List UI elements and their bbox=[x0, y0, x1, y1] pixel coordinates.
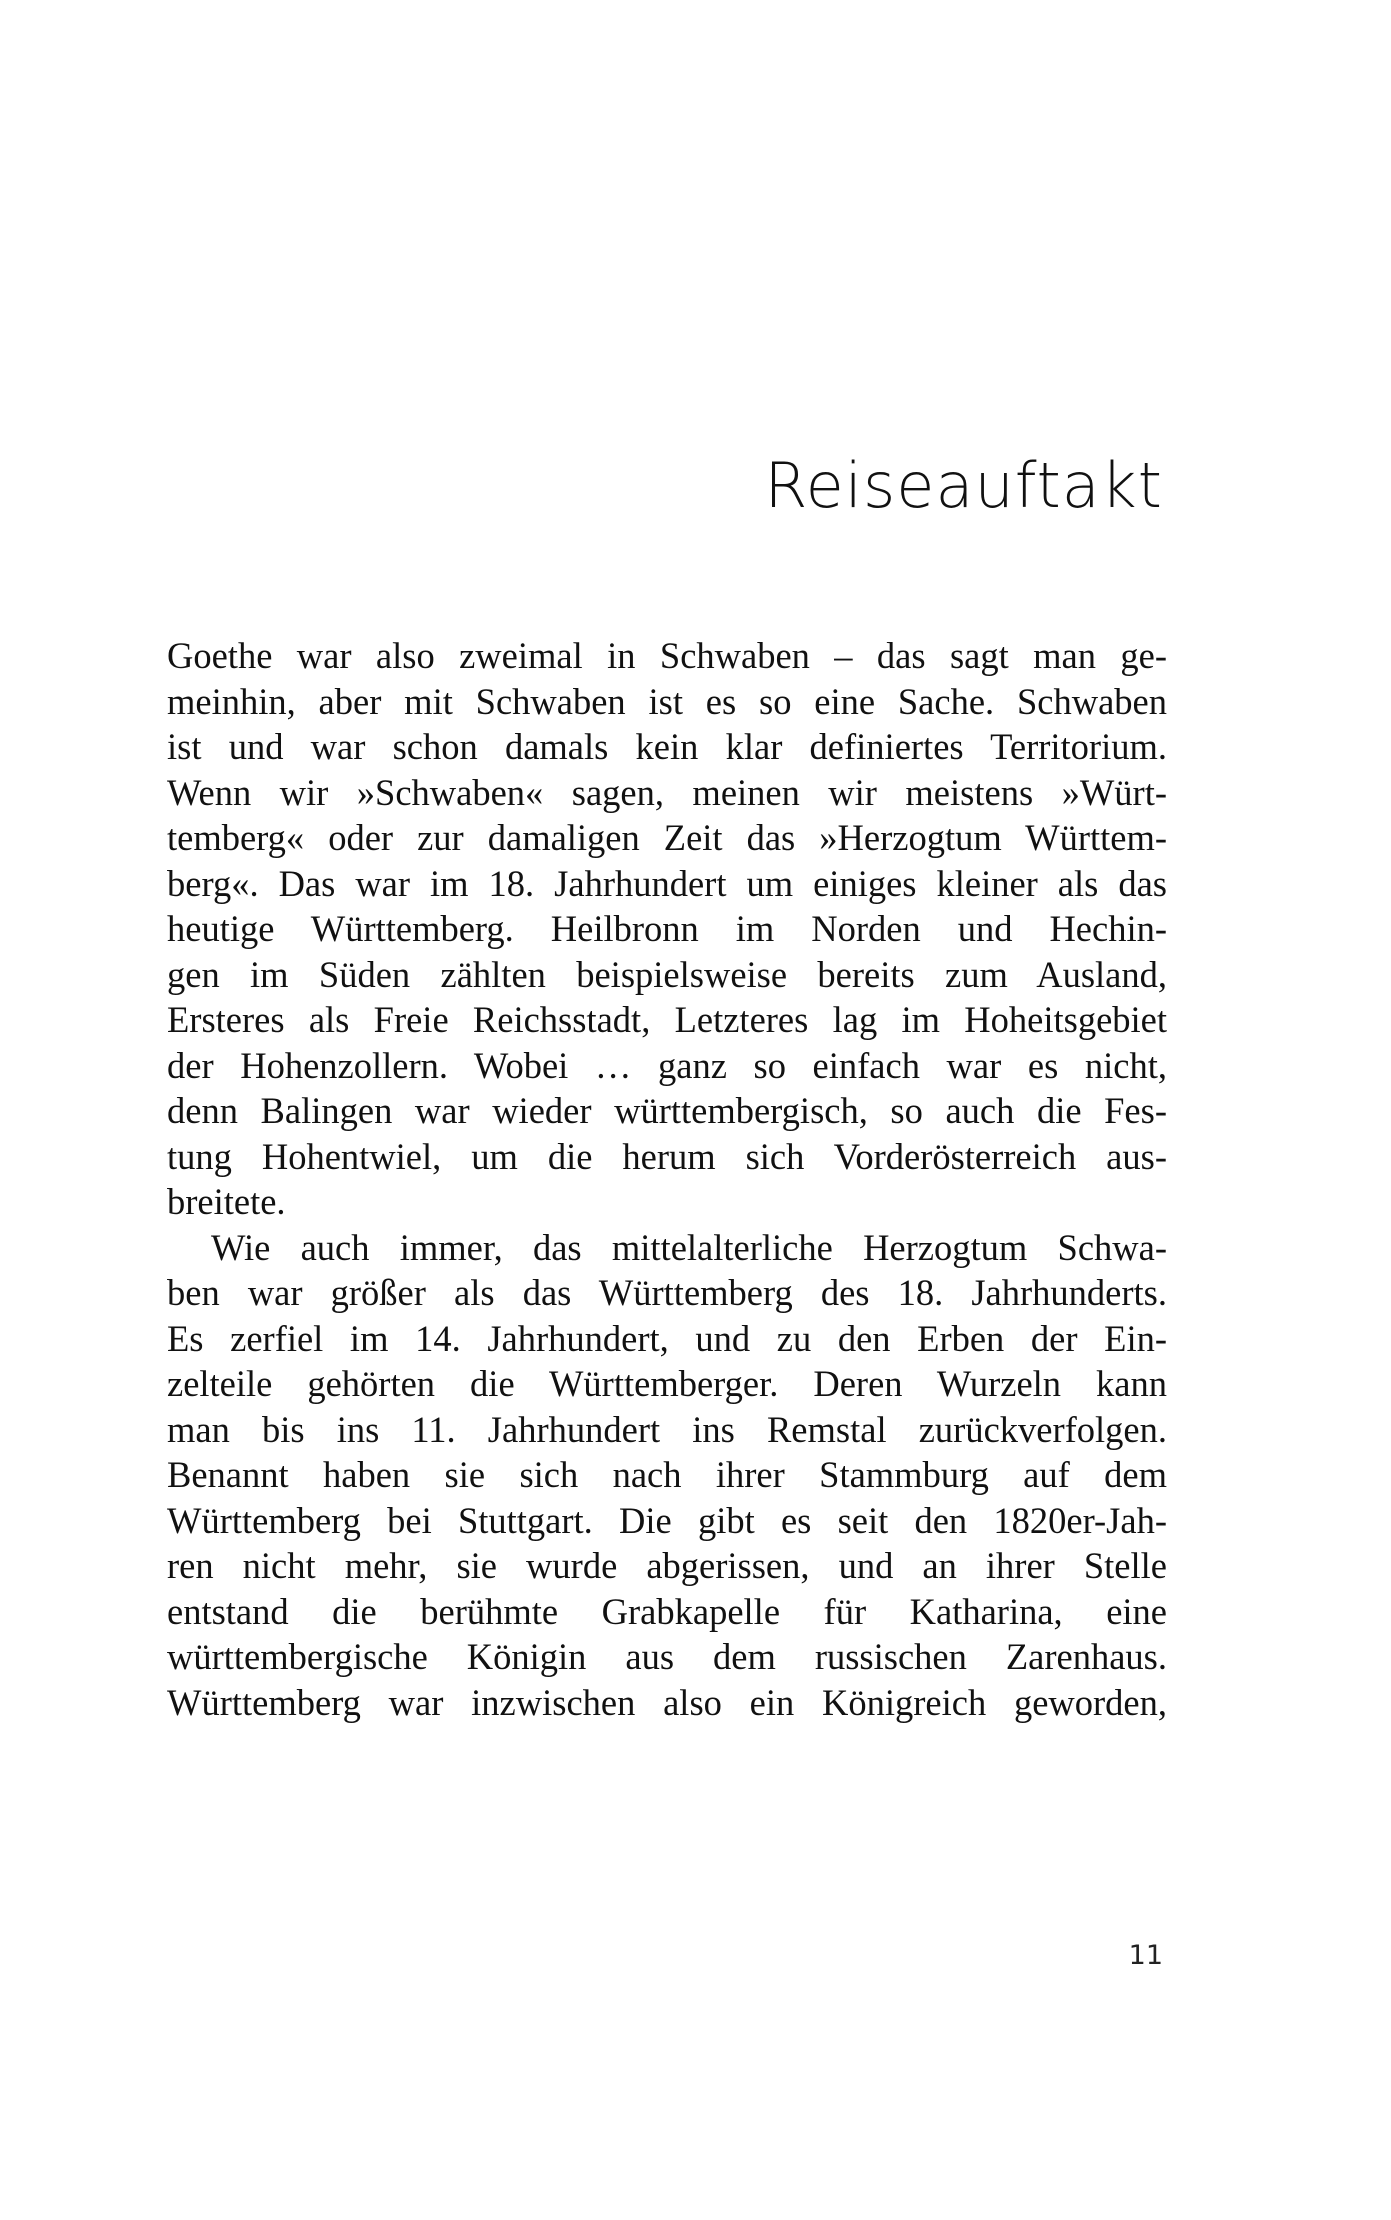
text-line: ist und war schon damals kein klar definiertes Territorium. bbox=[167, 726, 1167, 767]
text-line: gen im Süden zählten beispielsweise bereits zum Ausland, bbox=[167, 953, 1167, 995]
text-line: ren nicht mehr, sie wurde abgerissen, und an ihrer Stelle bbox=[167, 1545, 1167, 1586]
text-line: man bis ins 11. Jahrhundert ins Remstal zurückverfolgen. bbox=[167, 1408, 1167, 1450]
text-line: Goethe war also zweimal in Schwaben – das sagt man ge- bbox=[167, 635, 1167, 676]
text-line: temberg« oder zur damaligen Zeit das »Herzogtum Württem- bbox=[167, 817, 1167, 858]
text-line: berg«. Das war im 18. Jahrhundert um einiges kleiner als das bbox=[167, 862, 1167, 904]
text-line: tung Hohentwiel, um die herum sich Vorderösterreich aus- bbox=[167, 1135, 1167, 1177]
text-line: heutige Württemberg. Heilbronn im Norden und Hechin- bbox=[167, 908, 1167, 949]
text-line: Wenn wir »Schwaben« sagen, meinen wir meistens »Würt- bbox=[167, 771, 1167, 813]
text-line: der Hohenzollern. Wobei … ganz so einfach war es nicht, bbox=[167, 1044, 1167, 1086]
text-line: denn Balingen war wieder württembergisch, so auch die Fes- bbox=[167, 1090, 1167, 1131]
text-line: Württemberg bei Stuttgart. Die gibt es seit den 1820er-Jah- bbox=[167, 1499, 1167, 1541]
text-line: ben war größer als das Württemberg des 18. Jahrhunderts. bbox=[167, 1272, 1167, 1313]
text-line: meinhin, aber mit Schwaben ist es so eine Sache. Schwaben bbox=[167, 680, 1167, 722]
body-text bbox=[167, 633, 1167, 1725]
text-line: Württemberg war inzwischen also ein Königreich geworden, bbox=[167, 1681, 1167, 1723]
text-line: entstand die berühmte Grabkapelle für Katharina, eine bbox=[167, 1590, 1167, 1632]
text-line: Ersteres als Freie Reichsstadt, Letzteres lag im Hoheitsgebiet bbox=[167, 999, 1167, 1040]
text-line: Es zerfiel im 14. Jahrhundert, und zu den Erben der Ein- bbox=[167, 1317, 1167, 1359]
text-line: Benannt haben sie sich nach ihrer Stammburg auf dem bbox=[167, 1454, 1167, 1495]
chapter-title: Reiseauftakt bbox=[764, 449, 1163, 522]
paragraph-end-line: breitete. bbox=[167, 1181, 286, 1222]
text-line: württembergische Königin aus dem russischen Zarenhaus. bbox=[167, 1636, 1167, 1677]
text-line: zelteile gehörten die Württemberger. Deren Wurzeln kann bbox=[167, 1363, 1167, 1404]
paragraph-start-line: Wie auch immer, das mittelalterliche Herzogtum Schwa- bbox=[211, 1226, 1167, 1268]
page-number: 11 bbox=[1128, 1940, 1163, 1971]
